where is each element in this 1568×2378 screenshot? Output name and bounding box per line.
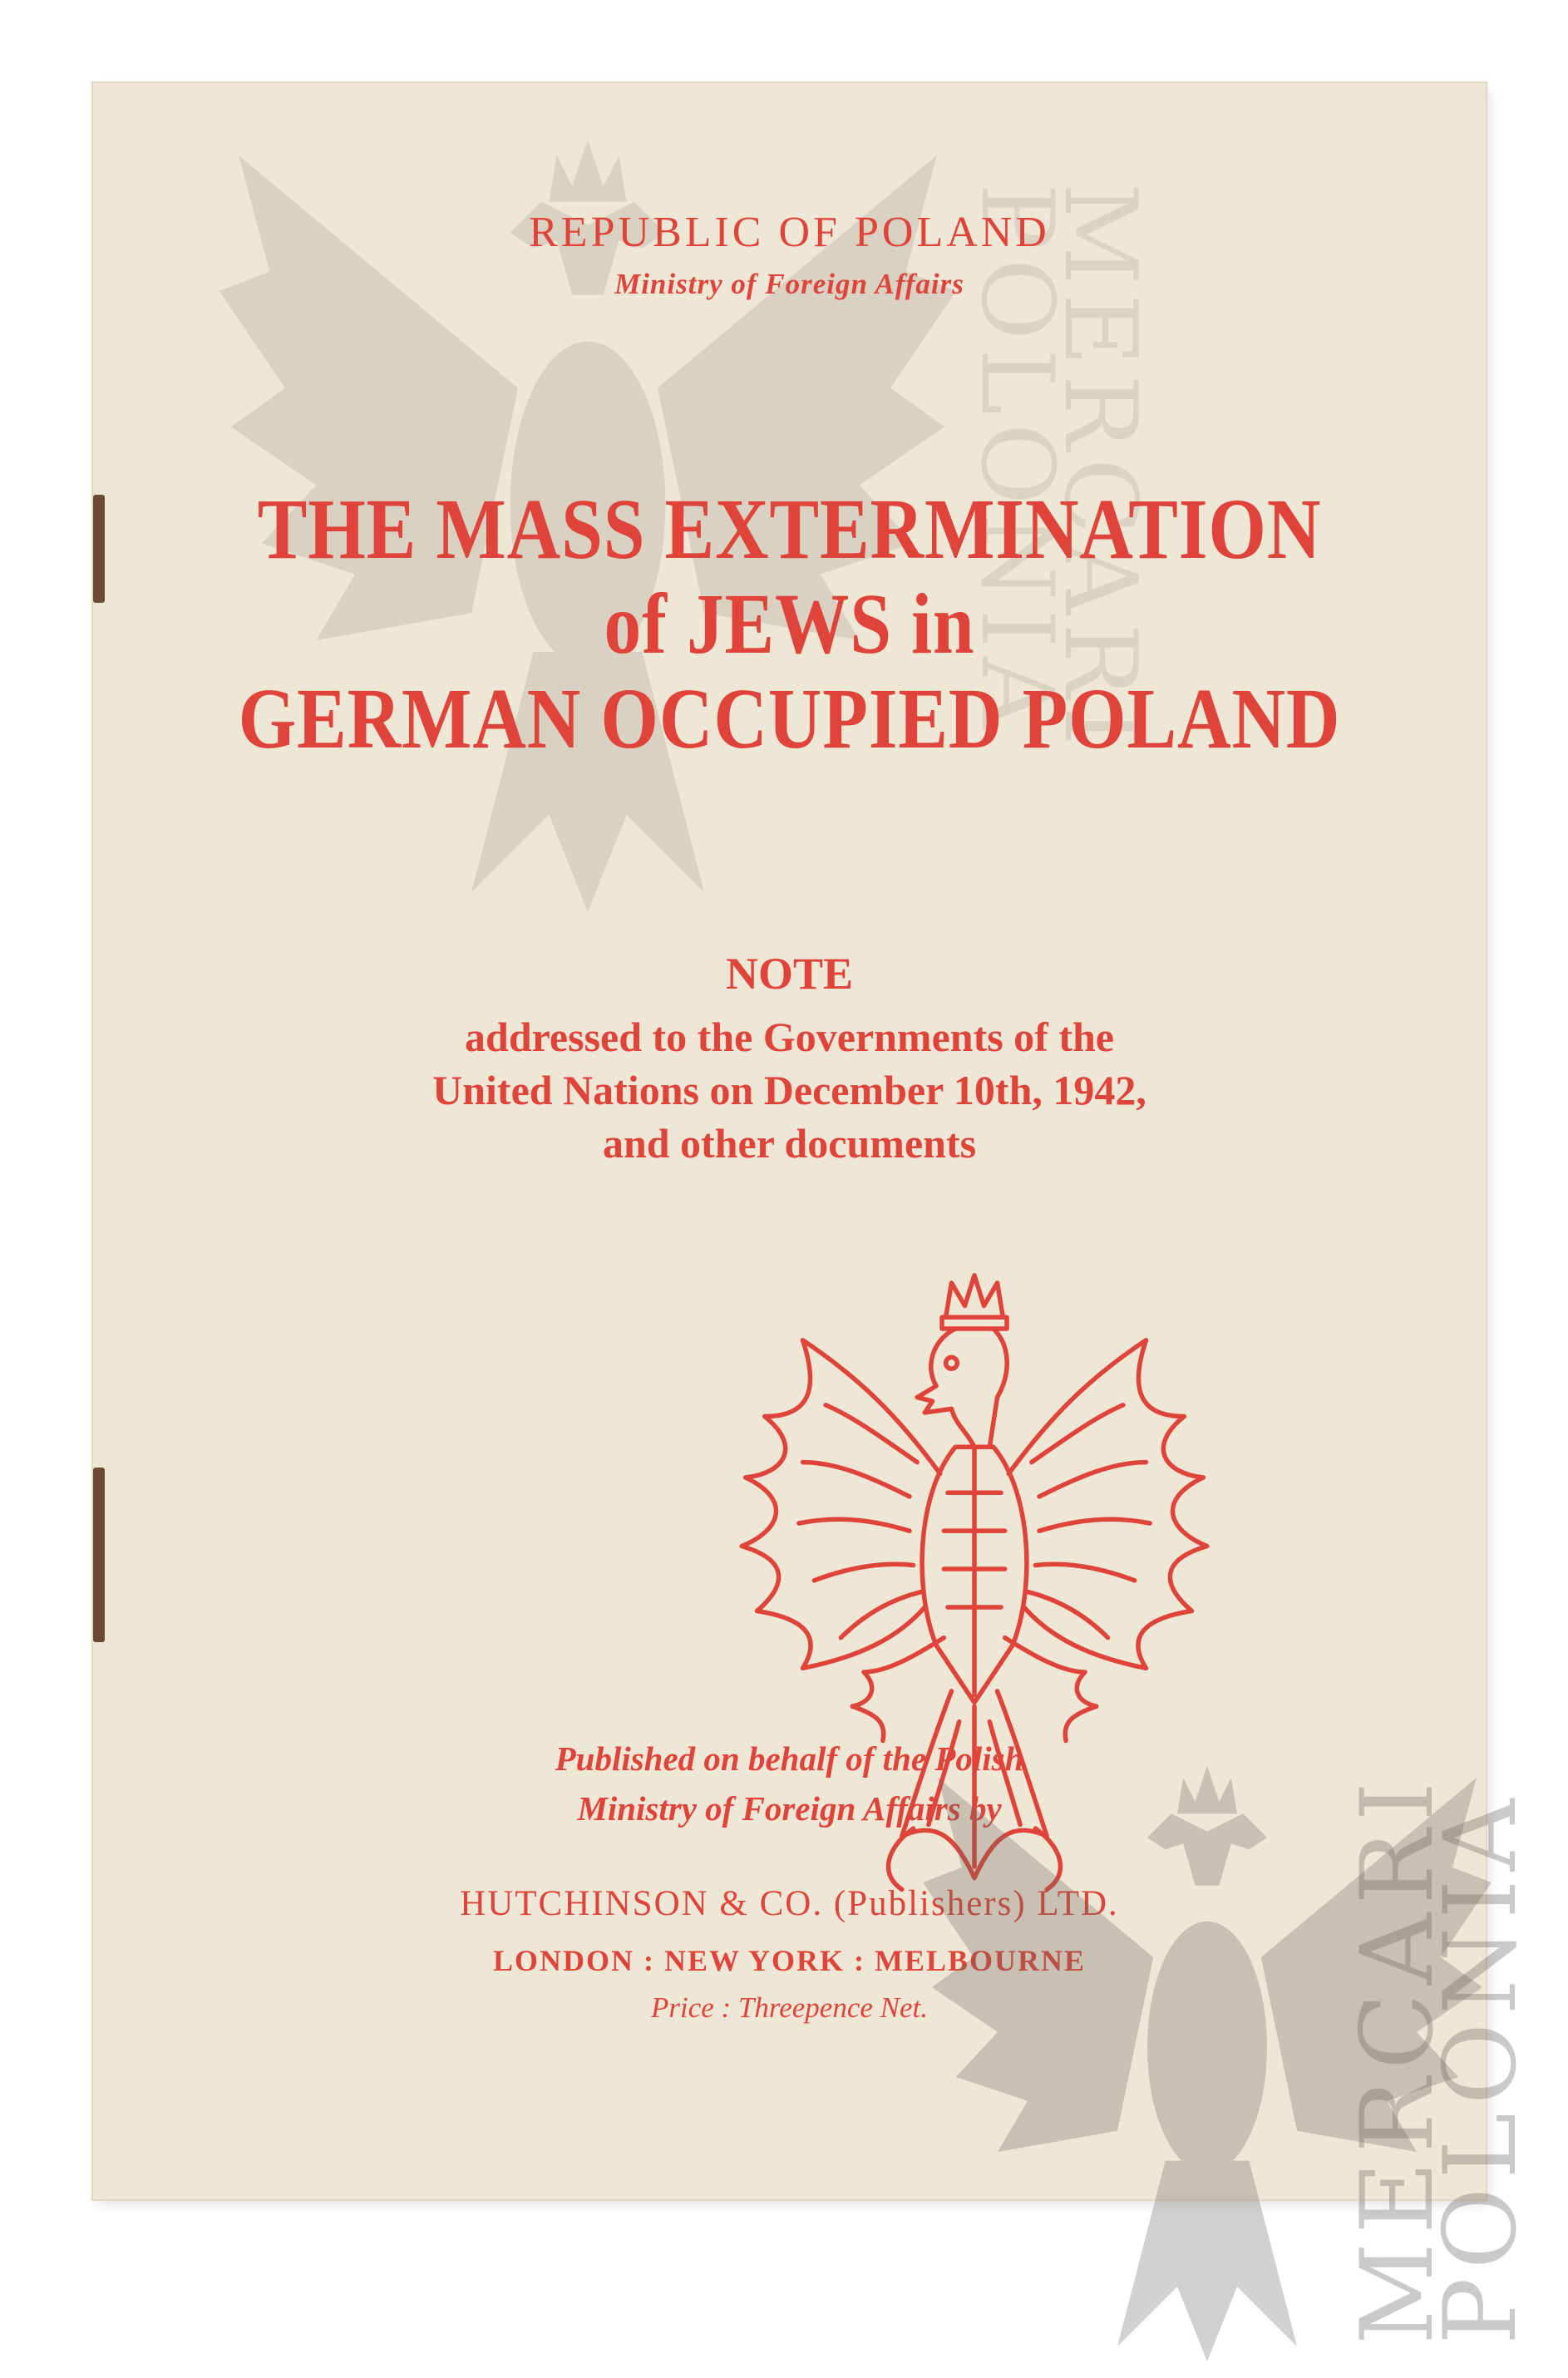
note-heading: NOTE bbox=[725, 949, 854, 999]
note-line-1: addressed to the Governments of the bbox=[465, 1014, 1114, 1060]
header-country: REPUBLIC OF POLAND bbox=[529, 209, 1050, 256]
publisher-cities: LONDON : NEW YORK : MELBOURNE bbox=[492, 1944, 1087, 1977]
watermark-line-1: MERCARI bbox=[1042, 183, 1157, 755]
watermark-line-2: POLONIA bbox=[959, 183, 1074, 738]
publisher-name: HUTCHINSON & CO. (Publishers) LTD. bbox=[460, 1884, 1119, 1923]
published-on-behalf bbox=[93, 1734, 1486, 1833]
booklet-cover bbox=[93, 83, 1539, 2345]
note-line-3: and other documents bbox=[602, 1120, 977, 1167]
title-line-2: of JEWS in bbox=[604, 576, 975, 672]
watermark-text-bottom bbox=[1324, 1746, 1539, 2345]
watermark-lower-line-2: POLONIA bbox=[1423, 1790, 1539, 2345]
watermark-lower-line-1: MERCARI bbox=[1340, 1773, 1456, 2345]
title-line-1: THE MASS EXTERMINATION bbox=[257, 481, 1322, 577]
header-ministry: Ministry of Foreign Affairs bbox=[614, 268, 964, 300]
published-line-1: Published on behalf of the Polish bbox=[555, 1739, 1024, 1778]
published-line-2: Ministry of Foreign Affairs by bbox=[577, 1789, 1002, 1828]
note-line-2: United Nations on December 10th, 1942, bbox=[432, 1067, 1146, 1113]
title-line-3: GERMAN OCCUPIED POLAND bbox=[238, 671, 1341, 767]
price-label: Price : Threepence Net. bbox=[650, 1991, 928, 2024]
document-title bbox=[93, 482, 1486, 767]
note-body bbox=[93, 1010, 1486, 1170]
staple-bottom bbox=[93, 1468, 105, 1642]
